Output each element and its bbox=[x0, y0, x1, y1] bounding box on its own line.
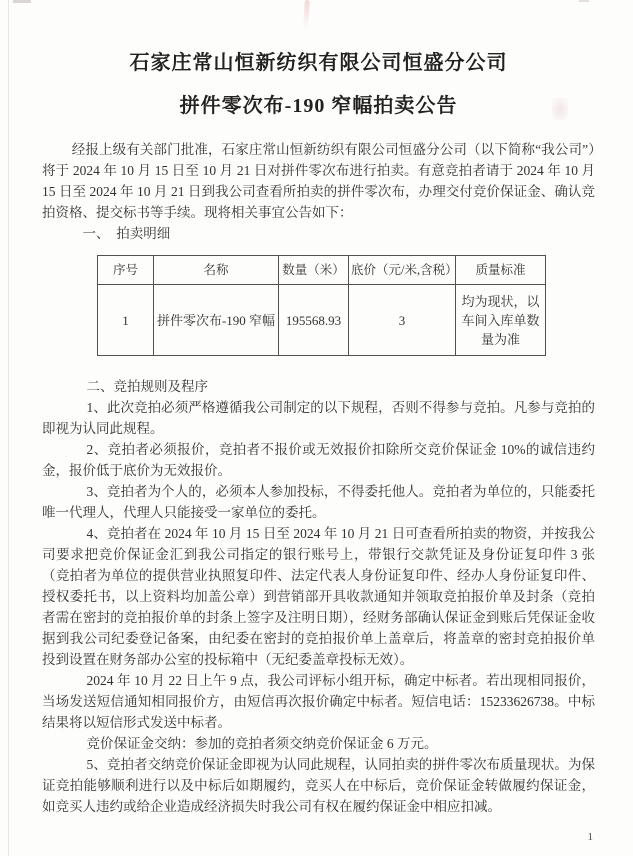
company-title: 石家庄常山恒新纺织有限公司恒盛分公司 bbox=[129, 52, 508, 74]
rule-paragraph-bid-opening: 2024 年 10 月 22 日上午 9 点，我公司评标小组开标，确定中标者。若出现相同报价，当场发送短信通知相同报价方，由短信再次报价确定中标者。短信电话：15233626738。中标结果将以短信形式发送中标者。 bbox=[42, 673, 595, 730]
header-quality-standard: 质量标准 bbox=[456, 256, 546, 285]
scan-corner-mark-left bbox=[13, 0, 31, 3]
rule-paragraph-3: 3、竞拍者为个人的，必须本人参加投标，不得委托他人。竞拍者为单位的，只能委托唯一代理人，代理人只能接受一家单位的委托。 bbox=[42, 484, 595, 520]
rule-paragraph-1: 1、此次竞拍必须严格遵循我公司制定的以下规程，否则不得参与竞拍。凡参与竞拍的即视为认同此规程。 bbox=[42, 400, 595, 436]
intro-paragraph: 经报上级有关部门批准，石家庄常山恒新纺织有限公司恒盛分公司（以下简称“我公司”）将于 2024 年 10 月 15 日至 10 月 21 日对拼件零次布进行拍卖。有意竞拍者请于 2024 年 10 月 15 日至 2024 年 10 月 21 日到我公司查看所拍卖的拼件零次布，办理交付竞价保证金、确认竞拍资格、提交标书等手续。现将相关事宜公告如下： bbox=[42, 142, 595, 220]
cell-name: 拼件零次布-190 窄幅 bbox=[154, 285, 279, 356]
scan-corner-mark-right bbox=[579, 0, 589, 2]
section1-heading: 一、 拍卖明细 bbox=[82, 226, 171, 241]
header-name: 名称 bbox=[154, 256, 279, 285]
rule-paragraph-5: 5、竞拍者交纳竞价保证金即视为认同此规程，认同拍卖的拼件零次布质量现状。为保证竞拍能够顺利进行以及中标后如期履约，竞买人在中标后，竞价保证金转做履约保证金，如竞买人违约或给企业造成经济损失时我公司有权在履约保证金中相应扣减。 bbox=[42, 757, 595, 814]
cell-seq-no: 1 bbox=[98, 285, 154, 356]
table-header-row bbox=[98, 256, 546, 285]
header-base-price: 底价（元/米,含税） bbox=[349, 256, 456, 285]
page-number: 1 bbox=[587, 831, 593, 843]
table-row bbox=[98, 285, 546, 356]
scan-artifact-streak bbox=[303, 0, 309, 28]
header-quantity: 数量（米） bbox=[279, 256, 349, 285]
cell-quantity: 195568.93 bbox=[279, 285, 349, 356]
cell-quality-standard: 均为现状，以车间入库单数量为准 bbox=[456, 285, 546, 356]
section2-heading: 二、竞拍规则及程序 bbox=[86, 379, 209, 394]
rule-paragraph-4: 4、竞拍者在 2024 年 10 月 15 日至 2024 年 10 月 21 日可查看所拍卖的物资，并按我公司要求把竞价保证金汇到我公司指定的银行账号上，带银行交款凭证及身份证复印件 3 张（竞拍者为单位的提供营业执照复印件、法定代表人身份证复印件、经办人身份证复印件、授权委托书，以上资料均加盖公章）到营销部开具收款通知并领取竞拍报价单及封条（竞拍者需在密封的竞拍报价单的封条上签字及注明日期），经财务部确认保证金到账后凭保证金收据到我公司纪委登记备案，由纪委在密封的竞拍报价单上盖章后，将盖章的密封竞拍报价单投到设置在财务部办公室的投标箱中（无纪委盖章投标无效）。 bbox=[42, 526, 595, 667]
rule-paragraph-2: 2、竞拍者必须报价，竞拍者不报价或无效报价扣除所交竞价保证金 10%的诚信违约金，报价低于底价为无效报价。 bbox=[42, 442, 595, 478]
auction-detail-table bbox=[97, 255, 546, 356]
header-seq-no: 序号 bbox=[98, 256, 154, 285]
document-content bbox=[0, 50, 633, 817]
auction-announcement-title: 拼件零次布-190 窄幅拍卖公告 bbox=[179, 95, 458, 117]
cell-base-price: 3 bbox=[349, 285, 456, 356]
rule-paragraph-deposit: 竞价保证金交纳：参加的竞拍者须交纳竞价保证金 6 万元。 bbox=[86, 736, 438, 751]
